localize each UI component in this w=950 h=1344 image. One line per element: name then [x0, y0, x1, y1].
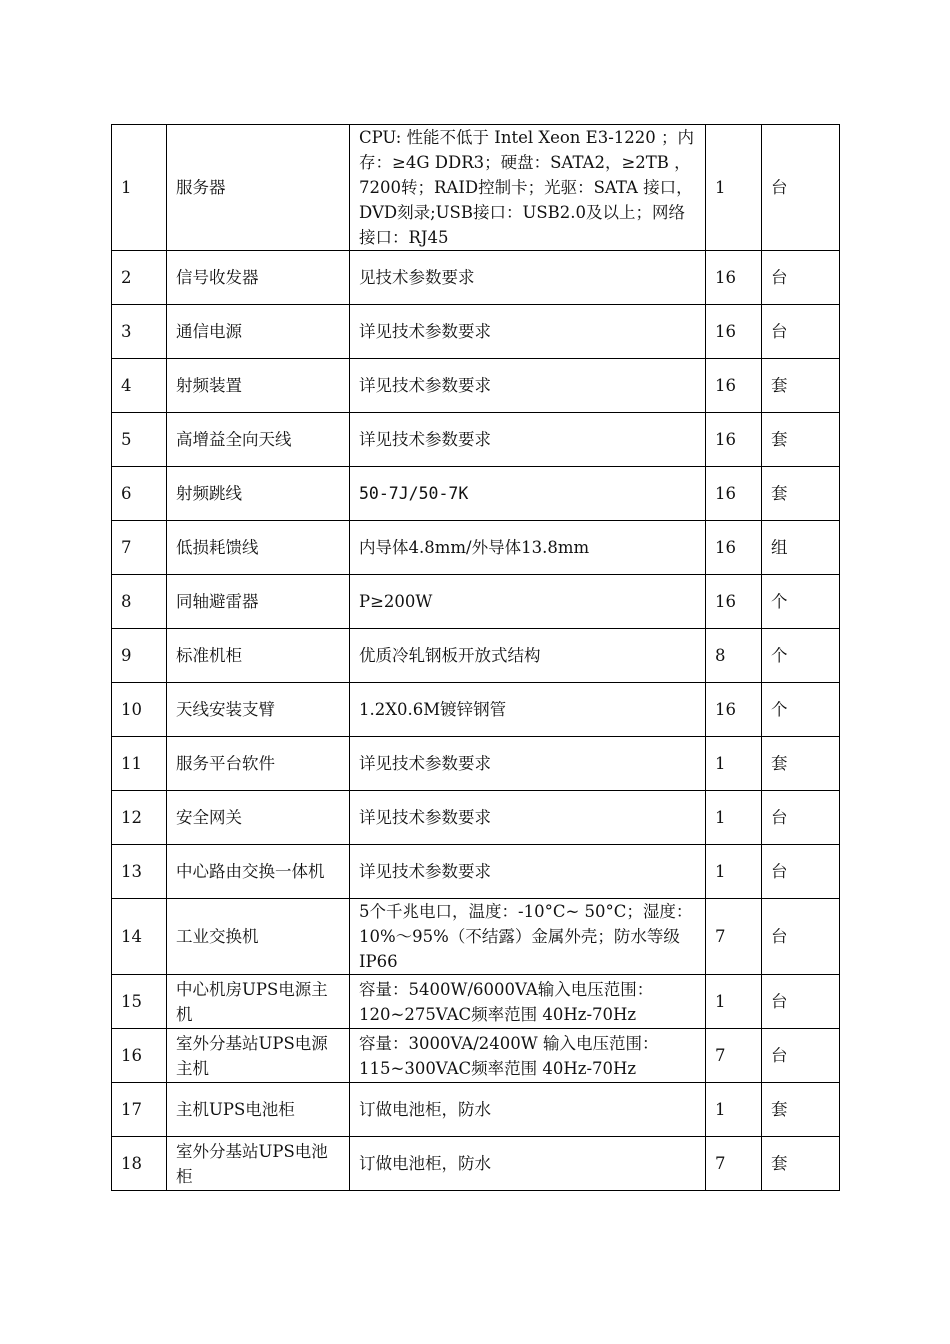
- item-spec: 50-7J/50-7K: [350, 467, 706, 521]
- table-row: [112, 791, 840, 845]
- item-name: 射频装置: [167, 359, 350, 413]
- item-name: 工业交换机: [167, 899, 350, 975]
- item-quantity: 16: [706, 251, 762, 305]
- item-name: 通信电源: [167, 305, 350, 359]
- item-spec: CPU: 性能不低于 Intel Xeon E3-1220 ；内存：≥4G DDR3；硬盘：SATA2，≥2TB ，7200转；RAID控制卡；光驱：SATA 接口，DVD刻录;USB接口：USB2.0及以上；网络接口：RJ45: [350, 125, 706, 251]
- item-quantity: 16: [706, 521, 762, 575]
- item-unit: 台: [762, 845, 840, 899]
- table-row: [112, 413, 840, 467]
- item-name: 主机UPS电池柜: [167, 1083, 350, 1137]
- row-number: 15: [112, 975, 167, 1029]
- item-name: 信号收发器: [167, 251, 350, 305]
- item-spec: 容量：5400W/6000VA输入电压范围：120~275VAC频率范围 40Hz-70Hz: [350, 975, 706, 1029]
- table-row: [112, 521, 840, 575]
- item-unit: 台: [762, 791, 840, 845]
- table-row: [112, 1083, 840, 1137]
- item-quantity: 1: [706, 845, 762, 899]
- row-number: 10: [112, 683, 167, 737]
- item-spec: P≥200W: [350, 575, 706, 629]
- item-name: 低损耗馈线: [167, 521, 350, 575]
- item-name: 射频跳线: [167, 467, 350, 521]
- item-unit: 台: [762, 125, 840, 251]
- item-spec: 5个千兆电口，温度：-10°C~ 50°C；湿度：10%～95%（不结露）金属外壳；防水等级IP66: [350, 899, 706, 975]
- item-quantity: 1: [706, 737, 762, 791]
- item-name: 安全网关: [167, 791, 350, 845]
- item-quantity: 7: [706, 1137, 762, 1191]
- equipment-table-body: [112, 125, 840, 1191]
- item-name: 标准机柜: [167, 629, 350, 683]
- row-number: 6: [112, 467, 167, 521]
- item-unit: 套: [762, 1083, 840, 1137]
- item-name: 天线安装支臂: [167, 683, 350, 737]
- table-row: [112, 1029, 840, 1083]
- equipment-table: [111, 124, 840, 1191]
- table-row: [112, 737, 840, 791]
- item-name: 中心机房UPS电源主机: [167, 975, 350, 1029]
- row-number: 17: [112, 1083, 167, 1137]
- table-row: [112, 845, 840, 899]
- row-number: 1: [112, 125, 167, 251]
- item-quantity: 16: [706, 359, 762, 413]
- table-row: [112, 683, 840, 737]
- item-quantity: 16: [706, 413, 762, 467]
- item-unit: 套: [762, 737, 840, 791]
- row-number: 11: [112, 737, 167, 791]
- item-quantity: 1: [706, 125, 762, 251]
- table-row: [112, 359, 840, 413]
- item-quantity: 16: [706, 467, 762, 521]
- table-row: [112, 975, 840, 1029]
- item-name: 中心路由交换一体机: [167, 845, 350, 899]
- item-quantity: 8: [706, 629, 762, 683]
- item-quantity: 1: [706, 791, 762, 845]
- item-quantity: 7: [706, 1029, 762, 1083]
- table-row: [112, 629, 840, 683]
- item-spec: 详见技术参数要求: [350, 359, 706, 413]
- item-unit: 个: [762, 683, 840, 737]
- row-number: 7: [112, 521, 167, 575]
- item-spec: 订做电池柜，防水: [350, 1137, 706, 1191]
- item-spec: 详见技术参数要求: [350, 737, 706, 791]
- item-spec: 详见技术参数要求: [350, 845, 706, 899]
- row-number: 16: [112, 1029, 167, 1083]
- item-spec: 优质冷轧钢板开放式结构: [350, 629, 706, 683]
- item-unit: 个: [762, 629, 840, 683]
- item-quantity: 7: [706, 899, 762, 975]
- item-name: 室外分基站UPS电源主机: [167, 1029, 350, 1083]
- item-name: 同轴避雷器: [167, 575, 350, 629]
- item-spec: 容量：3000VA/2400W 输入电压范围：115~300VAC频率范围 40Hz-70Hz: [350, 1029, 706, 1083]
- row-number: 3: [112, 305, 167, 359]
- item-unit: 台: [762, 251, 840, 305]
- row-number: 18: [112, 1137, 167, 1191]
- item-spec: 内导体4.8mm/外导体13.8mm: [350, 521, 706, 575]
- item-unit: 台: [762, 899, 840, 975]
- item-spec: 详见技术参数要求: [350, 305, 706, 359]
- item-name: 服务器: [167, 125, 350, 251]
- table-row: [112, 467, 840, 521]
- item-quantity: 16: [706, 683, 762, 737]
- item-unit: 组: [762, 521, 840, 575]
- item-spec: 见技术参数要求: [350, 251, 706, 305]
- table-row: [112, 575, 840, 629]
- table-row: [112, 305, 840, 359]
- item-spec: 详见技术参数要求: [350, 413, 706, 467]
- row-number: 14: [112, 899, 167, 975]
- item-unit: 台: [762, 975, 840, 1029]
- item-spec: 1.2X0.6M镀锌钢管: [350, 683, 706, 737]
- item-unit: 套: [762, 359, 840, 413]
- table-row: [112, 899, 840, 975]
- item-unit: 套: [762, 413, 840, 467]
- table-row: [112, 125, 840, 251]
- item-quantity: 16: [706, 305, 762, 359]
- row-number: 4: [112, 359, 167, 413]
- item-unit: 套: [762, 1137, 840, 1191]
- table-row: [112, 1137, 840, 1191]
- row-number: 12: [112, 791, 167, 845]
- row-number: 8: [112, 575, 167, 629]
- item-unit: 台: [762, 305, 840, 359]
- item-spec: 详见技术参数要求: [350, 791, 706, 845]
- item-name: 室外分基站UPS电池柜: [167, 1137, 350, 1191]
- item-unit: 个: [762, 575, 840, 629]
- row-number: 2: [112, 251, 167, 305]
- item-quantity: 16: [706, 575, 762, 629]
- item-spec: 订做电池柜，防水: [350, 1083, 706, 1137]
- item-name: 高增益全向天线: [167, 413, 350, 467]
- row-number: 9: [112, 629, 167, 683]
- item-quantity: 1: [706, 1083, 762, 1137]
- row-number: 5: [112, 413, 167, 467]
- row-number: 13: [112, 845, 167, 899]
- item-name: 服务平台软件: [167, 737, 350, 791]
- item-unit: 台: [762, 1029, 840, 1083]
- item-unit: 套: [762, 467, 840, 521]
- item-quantity: 1: [706, 975, 762, 1029]
- table-row: [112, 251, 840, 305]
